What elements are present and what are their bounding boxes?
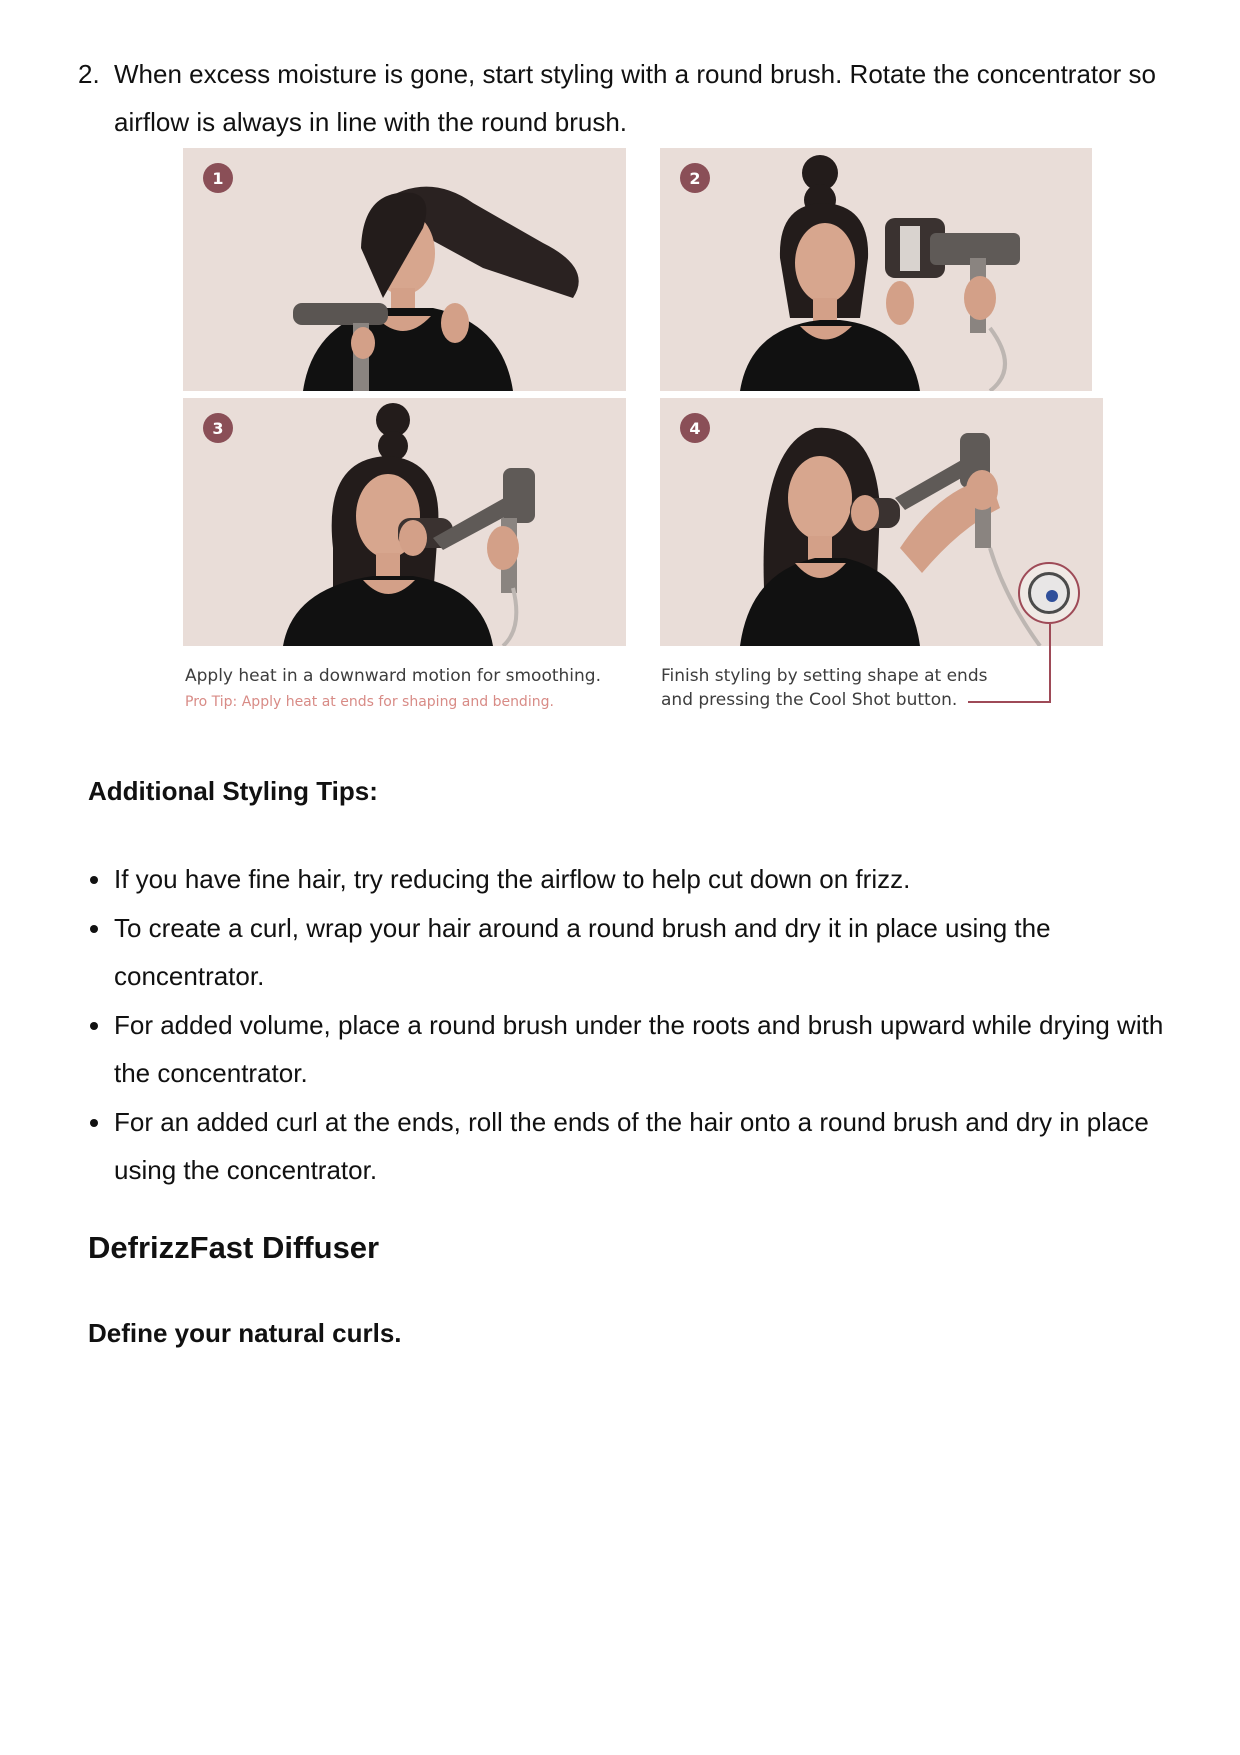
step-2-instruction [78, 50, 1158, 146]
styling-photo-1 [183, 148, 626, 391]
caption-pro-tip: Pro Tip: Apply heat at ends for shaping and bending. [185, 694, 554, 710]
bullet-icon [90, 1119, 98, 1127]
list-item [88, 1098, 1168, 1195]
cool-shot-button-icon [1028, 572, 1070, 614]
list-item [88, 904, 1168, 1001]
caption-downward-motion: Apply heat in a downward motion for smoothing. [185, 666, 601, 686]
callout-line-horizontal [968, 701, 1051, 703]
photo-1-illustration [183, 148, 626, 391]
caption-finish-styling-line1: Finish styling by setting shape at ends [661, 666, 988, 686]
bullet-icon [90, 925, 98, 933]
step-badge-4: 4 [680, 413, 710, 443]
list-item [88, 1001, 1168, 1098]
section-title: DefrizzFast Diffuser [88, 1230, 380, 1265]
section-subtitle: Define your natural curls. [88, 1318, 402, 1348]
step-badge-2: 2 [680, 163, 710, 193]
list-item [88, 855, 1168, 904]
bullet-icon [90, 1022, 98, 1030]
tip-text: If you have fine hair, try reducing the airflow to help cut down on frizz. [114, 864, 911, 894]
step-text: When excess moisture is gone, start styling with a round brush. Rotate the concentrator so airflow is always in line with the round brush. [114, 59, 1156, 137]
tip-text: For added volume, place a round brush under the roots and brush upward while drying with the concentrator. [114, 1009, 1164, 1088]
cool-shot-dot-icon [1046, 590, 1058, 602]
styling-photo-2 [660, 148, 1092, 391]
callout-line-vertical [1049, 624, 1051, 703]
tip-text: To create a curl, wrap your hair around a round brush and dry it in place using the concentrator. [114, 912, 1051, 991]
tips-list [88, 855, 1168, 1195]
cool-shot-button-callout [1018, 562, 1080, 624]
photo-3-illustration [183, 398, 626, 646]
additional-tips-heading: Additional Styling Tips: [88, 776, 378, 806]
photo-2-illustration [660, 148, 1092, 391]
tip-text: For an added curl at the ends, roll the ends of the hair onto a round brush and dry in place using the concentrator. [114, 1106, 1149, 1185]
step-badge-1: 1 [203, 163, 233, 193]
step-badge-3: 3 [203, 413, 233, 443]
bullet-icon [90, 876, 98, 884]
step-number: 2. [78, 59, 100, 89]
styling-photo-3 [183, 398, 626, 646]
caption-finish-styling-line2: and pressing the Cool Shot button. [661, 690, 958, 710]
